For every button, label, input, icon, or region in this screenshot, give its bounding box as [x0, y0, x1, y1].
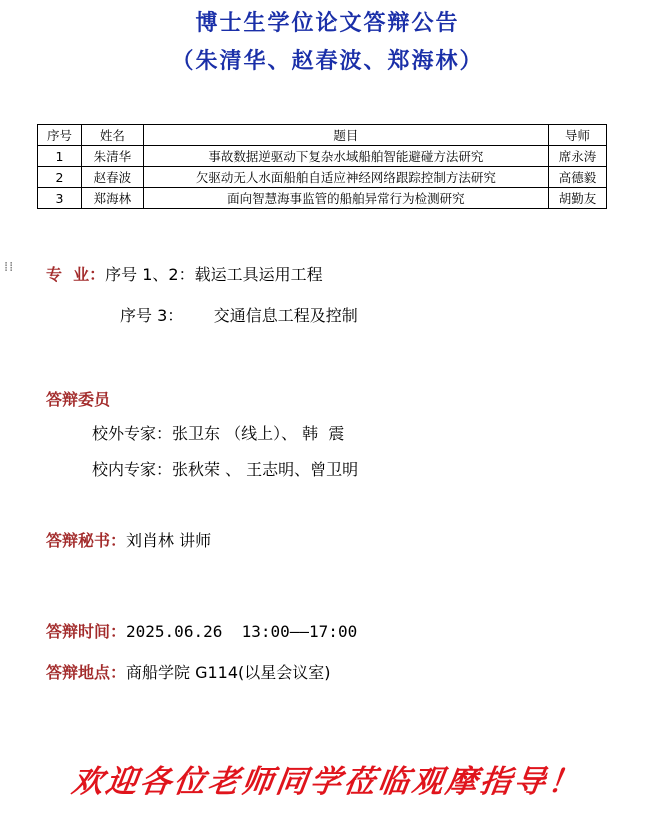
welcome-banner: 欢迎各位老师同学莅临观摩指导！ [69, 764, 585, 800]
table-header-cell: 姓名 [81, 125, 143, 146]
table-cell: 高德毅 [549, 167, 607, 188]
major-value-2: 序号 3： 交通信息工程及控制 [120, 306, 358, 325]
major-value-1: 序号 1、2：载运工具运用工程 [105, 265, 323, 284]
table-row [38, 188, 607, 209]
candidate-table [37, 124, 607, 209]
table-cell: 朱清华 [81, 146, 143, 167]
table-cell: 面向智慧海事监管的船舶异常行为检测研究 [143, 188, 548, 209]
table-cell: 席永涛 [549, 146, 607, 167]
page-title: 博士生学位论文答辩公告 [195, 11, 460, 36]
major-label: 专 业： [46, 265, 106, 284]
place-value: 商船学院 G114(以星会议室) [126, 663, 331, 682]
table-cell: 事故数据逆驱动下复杂水域船舶智能避碰方法研究 [143, 146, 548, 167]
drag-handle-icon[interactable]: ⁞⁞ [4, 260, 15, 275]
committee-label: 答辩委员 [46, 390, 111, 409]
table-header-cell: 序号 [38, 125, 82, 146]
table-cell: 1 [38, 146, 82, 167]
table-cell: 2 [38, 167, 82, 188]
table-row [38, 146, 607, 167]
secretary-line [46, 528, 211, 551]
time-label: 答辩时间： [46, 622, 127, 641]
table-cell: 胡勤友 [549, 188, 607, 209]
place-label: 答辩地点： [46, 663, 127, 682]
table-cell: 赵春波 [81, 167, 143, 188]
place-line [46, 660, 331, 683]
table-header-row [38, 125, 607, 146]
time-line [46, 619, 357, 642]
table-header-cell: 导师 [549, 125, 607, 146]
table-cell: 郑海林 [81, 188, 143, 209]
committee-external: 校外专家：张卫东 （线上）、 韩 震 [92, 424, 345, 443]
major-line-1 [46, 262, 323, 285]
secretary-label: 答辩秘书： [46, 531, 127, 550]
table-cell: 3 [38, 188, 82, 209]
table-row [38, 167, 607, 188]
table-header-cell: 题目 [143, 125, 548, 146]
committee-internal: 校内专家：张秋荣 、 王志明、曾卫明 [92, 460, 359, 479]
table-cell: 欠驱动无人水面船舶自适应神经网络跟踪控制方法研究 [143, 167, 548, 188]
secretary-value: 刘肖林 讲师 [126, 531, 212, 550]
page-subtitle: （朱清华、赵春波、郑海林） [171, 49, 484, 74]
time-value: 2025.06.26 13:00——17:00 [126, 622, 358, 641]
